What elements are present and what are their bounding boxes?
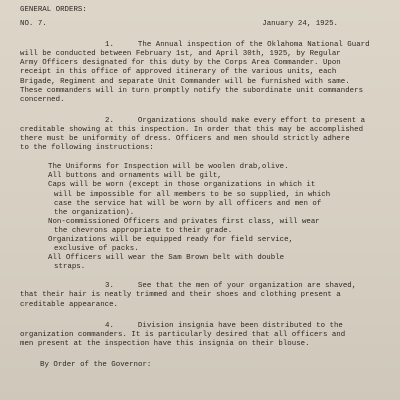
instruction-line: The Uniforms for Inspection will be woolen drab,olive. [48, 163, 289, 172]
paragraph-line: will be conducted between February 1st, and April 30th, 1925, by Regular [20, 50, 341, 59]
instruction-line: Caps will be worn (except in those organizations in which it [48, 181, 316, 190]
orders-label: GENERAL ORDERS: [20, 6, 87, 14]
paragraph-2 [20, 117, 380, 153]
paragraph-number: 4. [105, 321, 114, 330]
paragraph-4 [20, 322, 380, 349]
paragraph-number: 3. [105, 282, 114, 291]
instruction-line: the organization). [54, 208, 135, 217]
uniform-instructions-list [48, 163, 380, 272]
paragraph-line: that their hair is neatly trimmed and their shoes and clothing present a [20, 291, 341, 300]
paragraph-line: Division insignia have been distributed to the [137, 321, 343, 330]
order-date: January 24, 1925. [262, 20, 338, 29]
paragraph-1 [20, 41, 380, 105]
paragraph-number: 1. [105, 41, 114, 50]
paragraph-line: Brigade, Regiment and separate Unit Commander will be furnished with same. [20, 77, 350, 86]
instruction-line: All Officers will wear the Sam Brown belt with double [48, 254, 285, 263]
paragraph-line: men present at the inspection have this insignia on their blouse. [20, 339, 310, 348]
instruction-line: will be impossible for all members to be so supplied, in which [54, 190, 331, 199]
paragraph-line: These commanders will in turn promptly notify the subordinate unit commanders [20, 86, 364, 95]
paragraph-line: creditable appearance. [20, 300, 119, 309]
instruction-line: Organizations will be equipped ready for field service, [48, 235, 294, 244]
paragraph-line: concerned. [20, 95, 65, 104]
paragraph-line: Organizations should make every effort to present a [137, 116, 366, 125]
closing-line: By Order of the Governor: [40, 360, 152, 369]
instruction-line: the chevrons appropriate to their grade. [54, 226, 233, 235]
paragraph-line: organization commanders. It is particularly desired that all officers and [20, 330, 346, 339]
paragraph-line: receipt in this office of approved itinerary of the various units, each [20, 68, 337, 77]
instruction-line: Non-commissioned Officers and privates first class, will wear [48, 217, 320, 226]
instruction-line: case the service hat will be worn by all officers and men of [54, 199, 322, 208]
paragraph-line: creditable showing at this inspection. In order that this may be accomplished [20, 125, 364, 134]
paragraph-line: Army Officers designated for this duty by the Corps Area Commander. Upon [20, 59, 341, 68]
instruction-line: straps. [54, 263, 86, 272]
instruction-line: All buttons and ornaments will be gilt, [48, 172, 222, 181]
order-header-row [20, 20, 380, 29]
paragraph-3 [20, 282, 380, 309]
paragraph-line: See that the men of your organization are shaved, [137, 282, 357, 291]
paragraph-line: there must be uniformity of dress. Officers and men should strictly adhere [20, 135, 350, 144]
instruction-line: exclusive of packs. [54, 245, 139, 254]
paragraph-line: The Annual inspection of the Oklahoma National Guard [137, 41, 370, 50]
order-number: NO. 7. [20, 20, 47, 29]
paragraph-number: 2. [105, 116, 114, 125]
paragraph-line: to the following instructions: [20, 144, 154, 153]
